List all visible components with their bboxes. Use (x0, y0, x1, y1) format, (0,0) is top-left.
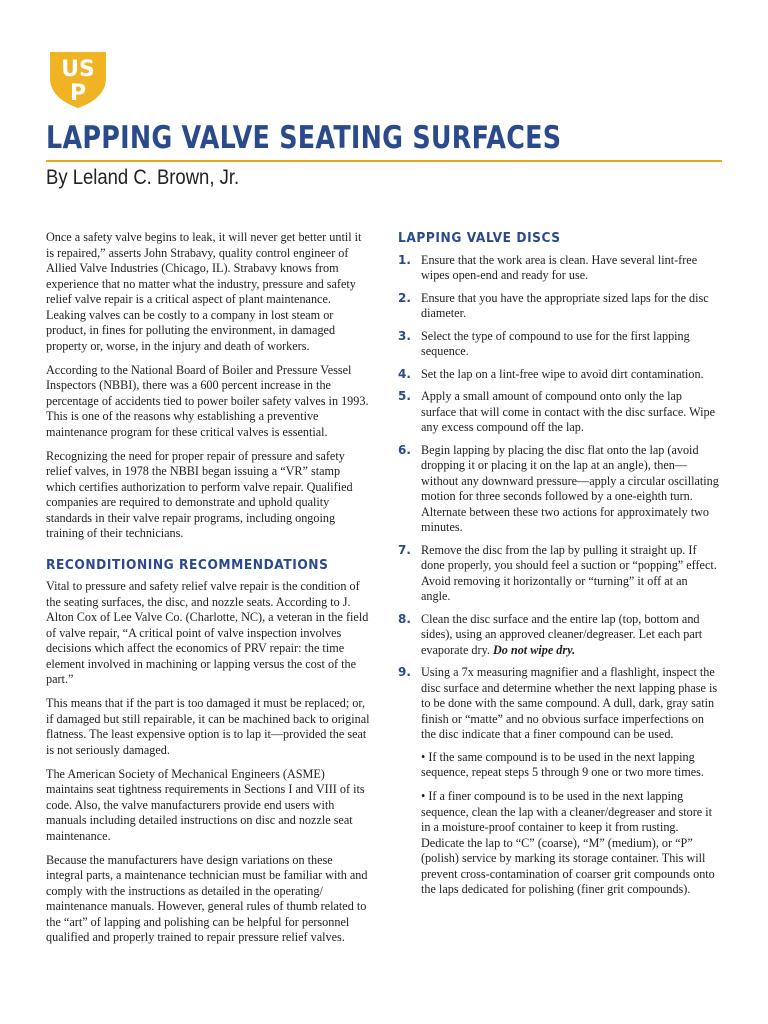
title-divider (46, 160, 722, 162)
step-number: 2. (398, 290, 411, 305)
body-paragraph: Vital to pressure and safety relief valve repair is the condition of the seating surfaces, the disc, and nozzle seats. According to J. Alton Cox of Lee Valve Co. (Charlotte, NC), a veteran in the field of valve repair, “A critical point of valve inspection involves decisions which affect the economics of PRV repair: the time element involved in machining or lapping versus the cost of the part.” (46, 579, 369, 686)
right-column (398, 231, 720, 906)
list-item (398, 329, 720, 360)
step-text: Apply a small amount of compound onto only the lap surface that will come in contact with the disc surface. Wipe any excess compound off the lap. (421, 389, 716, 434)
usp-logo (48, 48, 108, 110)
step-number: 1. (398, 252, 411, 267)
step-number: 7. (398, 542, 411, 557)
intro-paragraph: According to the National Board of Boiler and Pressure Vessel Inspectors (NBBI), there was a 600 percent increase in the percentage of accidents tied to power boiler safety valves in 1993. This is one of the reasons why establishing a preventive maintenance program for these critical valves is essential. (46, 362, 369, 439)
list-item (398, 367, 720, 383)
step-text: Remove the disc from the lap by pulling it straight up. If done properly, you should feel a suction or “popping” effect. Avoid removing it horizontally or “turning” it off at an angle. (421, 542, 717, 603)
step-text: Clean the disc surface and the entire lap (top, bottom and sides), using an approved cleaner/degreaser. Let each part evaporate dry. (421, 611, 703, 657)
left-column (46, 230, 371, 954)
body-paragraph: Because the manufacturers have design variations on these integral parts, a maintenance technician must be familiar with and comply with the instructions as detailed in the operating/ maintenance manuals. However, general rules of thumb related to the “art” of lapping and polishing can be helpful for personnel qualified and properly trained to repair pressure relief valves. (46, 852, 368, 944)
step-text: Ensure that you have the appropriate sized laps for the disc diameter. (421, 290, 709, 320)
step-text: Begin lapping by placing the disc flat onto the lap (avoid dropping it or placing it on the lap at an angle), then—without any downward pressure—apply a circular oscillating motion for three seconds followed by a one-eighth turn. Alternate between these two actions for approximately two minutes. (421, 442, 719, 534)
step-text: Select the type of compound to use for the first lapping sequence. (421, 328, 690, 358)
intro-paragraph: Recognizing the need for proper repair of pressure and safety relief valves, in 1978 the NBBI began issuing a “VR” stamp which certifies authorization to perform valve repair. Qualified companies are required to demonstrate and uphold quality standards in their valve repair programs, including ongoing training of their technicians. (46, 448, 353, 540)
list-item (398, 253, 720, 284)
bullet-paragraph: • If the same compound is to be used in the next lapping sequence, repeat steps 5 through 9 one or two more times. (421, 749, 704, 779)
step-text: Ensure that the work area is clean. Have several lint-free wipes open-end and ready for use. (421, 252, 698, 282)
usp-shield-icon (48, 48, 108, 110)
logo-text-top: US (61, 57, 95, 82)
step-emphasis: Do not wipe dry. (492, 642, 576, 657)
list-item (398, 389, 720, 436)
list-item (398, 543, 720, 605)
body-paragraph: This means that if the part is too damaged it must be replaced; or, if damaged but still repairable, it can be machined back to original flatness. The least expensive option is to lap it—provided the seat is not seriously damaged. (46, 696, 370, 757)
section-heading-reconditioning: RECONDITIONING RECOMMENDATIONS (46, 557, 329, 573)
step-text: Using a 7x measuring magnifier and a flashlight, inspect the disc surface and determine whether the next lapping phase is to be done with the same compound. A dull, dark, gray satin finish or “matte” and no obvious surface imperfections on the disc indicate that a finer compound can be used. (421, 665, 718, 741)
section-heading-lapping: LAPPING VALVE DISCS (398, 231, 561, 246)
body-paragraph: The American Society of Mechanical Engineers (ASME) maintains seat tightness requirements in Sections I and VIII of its code. Also, the valve manufacturers provide end users with manuals including detailed instructions on disc and nozzle seat maintenance. (46, 766, 365, 843)
list-item (398, 291, 720, 322)
list-item (398, 612, 720, 659)
intro-paragraph: Once a safety valve begins to leak, it will never get better until it is repaired,” asserts John Strabavy, quality control engineer of Allied Valve Industries (Chicago, IL). Strabavy knows from experience that no matter what the industry, pressure and safety relief valve repair is a critical aspect of plant maintenance. Leaking valves can be costly to a company in lost steam or product, in fines for polluting the environment, in damaged property or, worse, in the injury and death of workers. (46, 230, 362, 353)
step-number: 5. (398, 389, 411, 403)
bullet-paragraph: • If a finer compound is to be used in the next lapping sequence, clean the lap with a cleaner/degreaser and store it in a moisture-proof container to keep it from rusting. Dedicate the lap to “C” (coarse), “M” (medium), or “P” (polish) service by marking its storage container. This will prevent cross-contamination of coarser grit compounds onto the laps dedicated for polishing (finer grit compounds). (421, 789, 715, 896)
step-number: 8. (398, 611, 411, 626)
step-number: 9. (398, 665, 411, 679)
step-number: 6. (398, 442, 411, 457)
step-text: Set the lap on a lint-free wipe to avoid dirt contamination. (421, 366, 704, 381)
byline: By Leland C. Brown, Jr. (46, 166, 240, 189)
logo-text-bottom: P (69, 81, 87, 106)
list-item (398, 665, 720, 743)
article-title: LAPPING VALVE SEATING SURFACES (46, 120, 562, 156)
step-number: 3. (398, 328, 411, 343)
step-number: 4. (398, 366, 411, 381)
steps-list (398, 253, 720, 743)
list-item (398, 443, 720, 536)
